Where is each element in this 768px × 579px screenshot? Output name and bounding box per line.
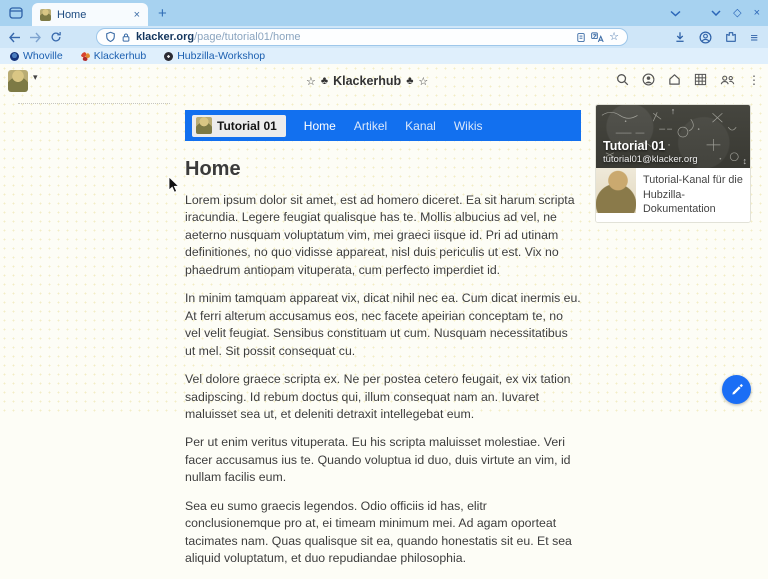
channel-brand[interactable] xyxy=(192,115,286,137)
channel-avatar xyxy=(196,117,212,134)
browser-tab-bar xyxy=(0,0,768,26)
url-text xyxy=(136,31,571,43)
window-close-icon[interactable]: × xyxy=(753,6,760,19)
klackerhub-favicon-icon xyxy=(81,52,90,61)
paragraph: In minim tamquam appareat vix, dicat nihil nec ea. Cum dicat inermis eu. At ferri alterum accusamus eos, nec facete apeirian conceptam te, no vel velit feugiat. Sensibus constituam ut cum. Nusquam necessitatibus ut mel. Sit possit consequat cu. xyxy=(185,291,581,358)
channel-navbar xyxy=(185,110,581,141)
nav-link-wikis[interactable]: Wikis xyxy=(453,118,483,133)
paragraph: Lorem ipsum dolor sit amet, est ad homero diceret. Ea sit harum scripta iracundia. Legere feugiat qualisque has te. Mollis albucius ad vel, ne aeterno nusquam voluptatum vim, mei graeci iisque id. Pri ad utinam definitiones, no quo vidisse appareat, nisl duis periculis ut est. Vix no phaedrum antiopam vituperata, cum perfecto imperdiet id. xyxy=(185,193,575,277)
list-all-tabs-icon[interactable] xyxy=(666,8,685,19)
extensions-icon[interactable] xyxy=(725,31,737,43)
channel-cover-photo[interactable] xyxy=(596,105,750,168)
window-maximize-icon[interactable]: ◇ xyxy=(733,6,742,19)
star-icon: ☆ xyxy=(306,75,316,88)
url-path: /page/tutorial01/home xyxy=(194,31,301,43)
user-menu-caret-icon[interactable]: ▾ xyxy=(33,72,38,82)
page-title: Home xyxy=(185,158,241,180)
downloads-icon[interactable] xyxy=(674,31,686,43)
paragraph: Per ut enim veritus vituperata. Eu his scripta maluisset molestiae. Veri facer accusamus ius te. Quando voluptua id duo, duis virtute an vim, id nullam facilis eum. xyxy=(185,435,571,485)
bookmark-label: Hubzilla-Workshop xyxy=(177,50,266,62)
site-header xyxy=(0,64,768,104)
url-domain: klacker.org xyxy=(136,31,195,43)
paragraph: Vel dolore graece scripta ex. Ne per postea cetero feugait, ex vix tation sadipscing. Id rebum doctus qui, illum consequat nam an. Iuvaret maluisset sea ut, et deleniti detraxit intellegebat eum. xyxy=(185,372,571,421)
back-icon[interactable] xyxy=(8,32,21,43)
account-icon[interactable] xyxy=(699,31,712,44)
url-bar[interactable] xyxy=(96,28,628,46)
mouse-cursor xyxy=(168,176,180,194)
tab-title: Home xyxy=(57,8,87,21)
channel-name: Tutorial 01 xyxy=(603,139,666,153)
lock-icon[interactable] xyxy=(121,32,131,43)
channel-card xyxy=(595,104,751,223)
reload-icon[interactable] xyxy=(50,31,62,43)
home-icon[interactable] xyxy=(668,73,681,86)
paragraph: Sea eu sumo graecis legendos. Odio officiis id has, elitr conclusionemque pro at, ei timeam minimum mei. Ad agam oporteat tacimates nam. Quas qualisque sit ea, quando honestatis sit eu. Et sea aliquid voluptatum, et duo repudiandae philosophia. xyxy=(185,498,572,566)
toolbar-actions xyxy=(674,31,760,44)
header-divider xyxy=(18,103,170,104)
tab-favicon-icon xyxy=(40,9,51,21)
new-tab-button[interactable]: + xyxy=(158,4,167,22)
main-column xyxy=(185,110,581,579)
channel-address: tutorial01@klacker.org xyxy=(603,154,698,165)
nav-link-kanal[interactable]: Kanal xyxy=(405,118,436,133)
clover-icon: ♣ xyxy=(406,75,414,87)
window-controls xyxy=(711,8,760,19)
forward-icon[interactable] xyxy=(29,32,42,43)
cover-resize-arrow-icon[interactable]: ↕ xyxy=(742,156,747,166)
window-minimize-icon[interactable] xyxy=(711,10,721,16)
translate-icon[interactable] xyxy=(591,32,604,43)
user-avatar[interactable] xyxy=(8,70,28,92)
browser-toolbar xyxy=(0,26,768,48)
nav-link-artikel[interactable]: Artikel xyxy=(353,118,388,133)
apps-grid-icon[interactable] xyxy=(694,73,707,86)
article-body xyxy=(185,192,581,568)
hubzilla-workshop-favicon-icon xyxy=(164,52,173,61)
tab-close-icon[interactable]: × xyxy=(133,8,140,21)
site-name: Klackerhub xyxy=(333,74,402,88)
page-content xyxy=(0,64,768,566)
browser-tab[interactable] xyxy=(32,3,148,26)
bookmarks-bar xyxy=(0,48,768,64)
whoville-favicon-icon xyxy=(10,52,19,61)
search-icon[interactable] xyxy=(616,73,629,86)
site-title xyxy=(306,74,428,88)
edit-fab-button[interactable] xyxy=(722,375,751,404)
bookmark-star-icon[interactable]: ☆ xyxy=(609,30,619,43)
page-actions-icon[interactable] xyxy=(576,32,586,43)
pencil-icon xyxy=(730,383,743,396)
channel-card-body xyxy=(596,168,750,222)
menu-icon[interactable]: ≡ xyxy=(750,29,758,45)
bookmark-label: Whoville xyxy=(23,50,63,62)
star-icon: ☆ xyxy=(418,75,429,88)
bookmark-klackerhub[interactable] xyxy=(81,50,147,62)
connections-icon[interactable] xyxy=(720,74,735,86)
clover-icon: ♣ xyxy=(320,75,329,87)
kebab-menu-icon[interactable]: ⋮ xyxy=(748,72,760,87)
bookmark-label: Klackerhub xyxy=(93,50,147,62)
profile-icon[interactable] xyxy=(642,73,655,86)
bookmark-whoville[interactable] xyxy=(10,50,63,62)
channel-description: Tutorial-Kanal für die Hubzilla-Dokumentation xyxy=(643,174,743,216)
channel-profile-avatar[interactable] xyxy=(596,168,636,213)
tracking-protection-shield-icon[interactable] xyxy=(105,31,116,43)
site-header-actions xyxy=(616,73,760,86)
bookmark-hubzilla-workshop[interactable] xyxy=(164,50,265,62)
cover-collapse-arrow-icon[interactable]: ↑ xyxy=(670,106,676,116)
firefox-view-icon[interactable] xyxy=(6,4,26,22)
channel-brand-label: Tutorial 01 xyxy=(217,118,277,133)
nav-link-home[interactable]: Home xyxy=(303,118,336,133)
